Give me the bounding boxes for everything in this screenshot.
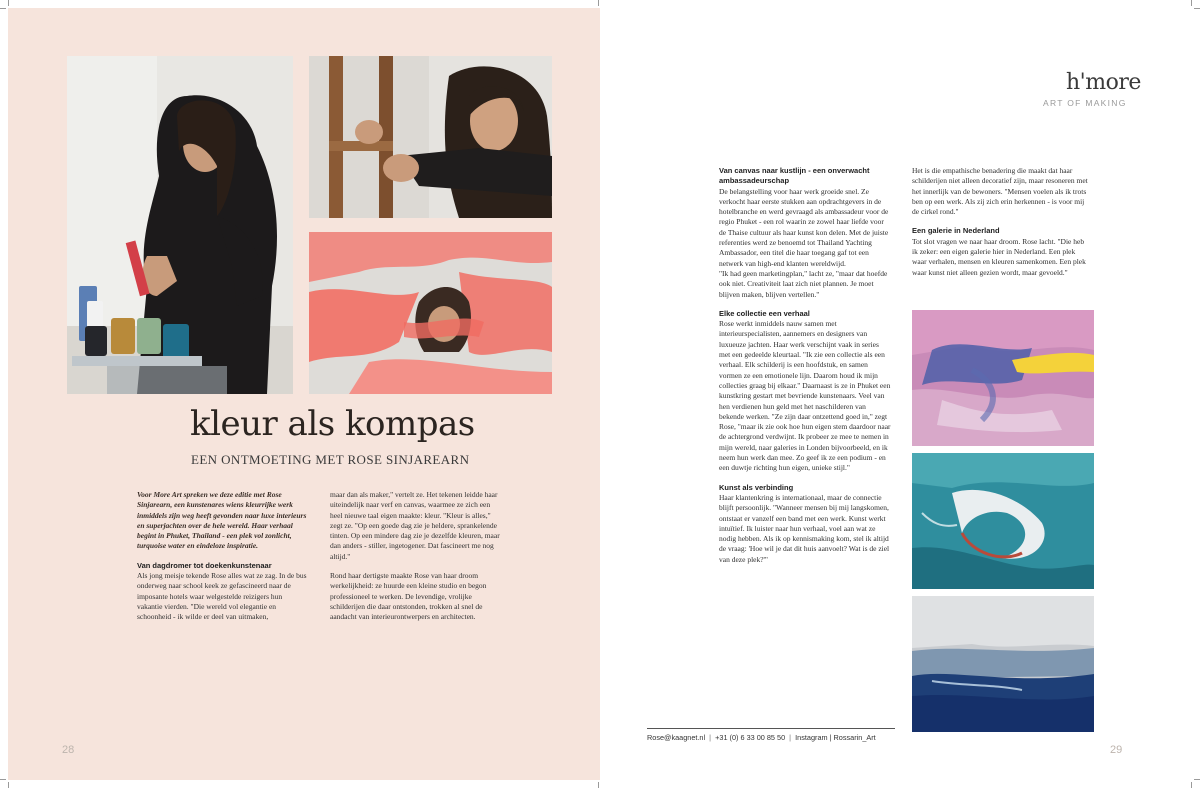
section-heading: Kunst als verbinding — [719, 482, 794, 492]
crop-mark — [8, 782, 9, 788]
section-heading: Elke collectie een verhaal — [719, 308, 810, 318]
body-paragraph: Het is die empathische benadering die maakt dat haar schilderijen niet alleen decoratief zijn, maar resoneren met het innerlijk van de bewoners. "Mensen voelen als ik trots ben op een werk. Als zij zich erin herkennen - is voor mij de cirkel rond." — [912, 166, 1088, 217]
column-3 — [719, 166, 892, 565]
crop-mark — [1191, 782, 1192, 788]
section-heading: Een galerie in Nederland — [912, 226, 1000, 236]
crop-mark — [0, 8, 6, 9]
artist-with-paint-jars-photo — [67, 56, 293, 394]
body-paragraph: Tot slot vragen we naar haar droom. Rose lacht. "Die heb ik zeker: een eigen galerie hier in Nederland. Een plek waar verhalen, mensen en kleuren samenkomen. Een plek waar kunst niet alleen gezien wordt, maar gevoeld." — [912, 236, 1086, 277]
contact-email[interactable]: Rose@kaagnet.nl — [647, 733, 706, 742]
contact-separator: | — [787, 733, 794, 742]
contact-divider — [647, 728, 895, 729]
contact-phone: +31 (0) 6 33 00 85 50 — [715, 733, 786, 742]
section-heading: Van canvas naar kustlijn - een onverwacht ambassadeurschap — [719, 166, 870, 186]
article-subtitle: EEN ONTMOETING MET ROSE SINJAREARN — [191, 452, 470, 467]
crop-mark — [8, 0, 9, 6]
column-1 — [137, 490, 309, 623]
brand-logo: h'more — [1066, 70, 1141, 95]
pink-abstract-painting — [912, 310, 1094, 446]
body-paragraph: maar dan als maker," vertelt ze. Het tekenen leidde haar uiteindelijk naar verf en canvas, waarmee ze zich een heel nieuwe taal eigen maakte: kleur. "Kleur is alles," zegt ze. "Op een goede dag zie je heldere, sprankelende tinten. Op een mindere dag zie je dezelfde kleuren, maar dan anders - stiller, ingetogener. Dat fascineert me nog altijd." — [330, 490, 500, 561]
page-number-right: 29 — [1110, 744, 1123, 756]
artist-at-easel-photo — [309, 56, 552, 218]
crop-mark — [0, 779, 6, 780]
body-paragraph: Rose werkt inmiddels nauw samen met interieurspecialisten, aannemers en designers van luxueuze jachten. Haar werk verschijnt vaak in series met een gedeelde kleurtaal. "Ik zie een collectie als een verhaal. Elk schilderij is een hoofdstuk, en samen vormen ze een emotionele lijn. Daarom houd ik mijn collecties graag bij elkaar." Daarnaast is ze in Phuket een kunstkring gestart met bevriende kunstenaars. Veel van hen verdienen hun geld met het naschilderen van bekende werken. "Ze zijn daar ontzettend goed in," zegt Rose, "maar ik zie ook hoe hun eigen stem daardoor naar de achtergrond verdwijnt. Ik probeer ze mee te nemen in mijn wereld, naar galeries in Londen bijvoorbeeld, en ik neem hun werk dan mee. Zo geef ik ze een podium - en een duwtje richting hun eigen, unieke stijl." — [719, 319, 891, 473]
body-paragraph: "Ik had geen marketingplan," lacht ze, "maar dat hoefde ook niet. Creativiteit laat zich niet plannen. Je moet blijven maken, blijven vertellen." — [719, 268, 888, 299]
contact-line — [647, 733, 876, 742]
crop-mark — [1191, 0, 1192, 6]
crop-mark — [598, 0, 599, 6]
article-title: kleur als kompas — [190, 404, 475, 444]
contact-separator: | — [707, 733, 714, 742]
crop-mark — [1194, 8, 1200, 9]
page-number-left: 28 — [62, 744, 75, 756]
sea-storm-painting — [912, 596, 1094, 732]
body-paragraph: Rond haar dertigste maakte Rose van haar droom werkelijkheid: ze huurde een kleine studio en begon professioneel te werken. De levendige, vrolijke schilderijen die daar ontstonden, trokken al snel de aandacht van interieurontwerpers en architecten. — [330, 571, 487, 622]
column-4 — [912, 166, 1090, 278]
section-heading: Van dagdromer tot doekenkunstenaar — [137, 560, 272, 570]
crop-mark — [598, 782, 599, 788]
teal-wave-painting — [912, 453, 1094, 589]
column-2 — [330, 490, 502, 623]
pink-painted-glass-portrait-photo — [309, 232, 552, 394]
intro-paragraph: Voor More Art spreken we deze editie met Rose Sinjarearn, een kunstenares wiens kleurrijke werk inmiddels zijn weg heeft gevonden naar luxe interieurs en superjachten over de hele wereld. Haar verhaal begint in Phuket, Thailand - een plek vol zonlicht, turquoise water en eindeloze inspiratie. — [137, 490, 307, 551]
contact-instagram[interactable]: Instagram | Rossarin_Art — [795, 733, 876, 742]
body-paragraph: Haar klantenkring is internationaal, maar de connectie blijft persoonlijk. "Wanneer mensen bij mij langskomen, ontstaat er vanzelf een band met een werk. Kunst werkt intuïtief. Ik luister naar hun verhaal, voel aan wat ze nodig hebben. Als ik op kennismaking kom, stel ik altijd de vraag: 'Hoe wil je dat dit huis aanvoelt? Wat is de ziel van deze plek?'" — [719, 492, 890, 564]
crop-mark — [1194, 779, 1200, 780]
body-paragraph: Als jong meisje tekende Rose alles wat ze zag. In de bus onderweg naar school keek ze gefascineerd naar de imposante hotels waar welgestelde reizigers hun vakantie vierden. "Die wereld vol elegantie en schoonheid - ik wilde er deel van uitmaken, — [137, 571, 307, 622]
body-paragraph: De belangstelling voor haar werk groeide snel. Ze verkocht haar eerste stukken aan opdrachtgevers in de hotelbranche en werd gevraagd als ambassadeur voor de regio Phuket - een rol waarin ze zowel haar liefde voor de Thaise cultuur als haar kunst kon delen. Met de juiste referenties werd ze benoemd tot Thailand Yachting Ambassador, een titel die haar toegang gaf tot een netwerk van high-end klanten wereldwijd. — [719, 186, 889, 268]
brand-tagline: ART OF MAKING — [1043, 98, 1127, 108]
